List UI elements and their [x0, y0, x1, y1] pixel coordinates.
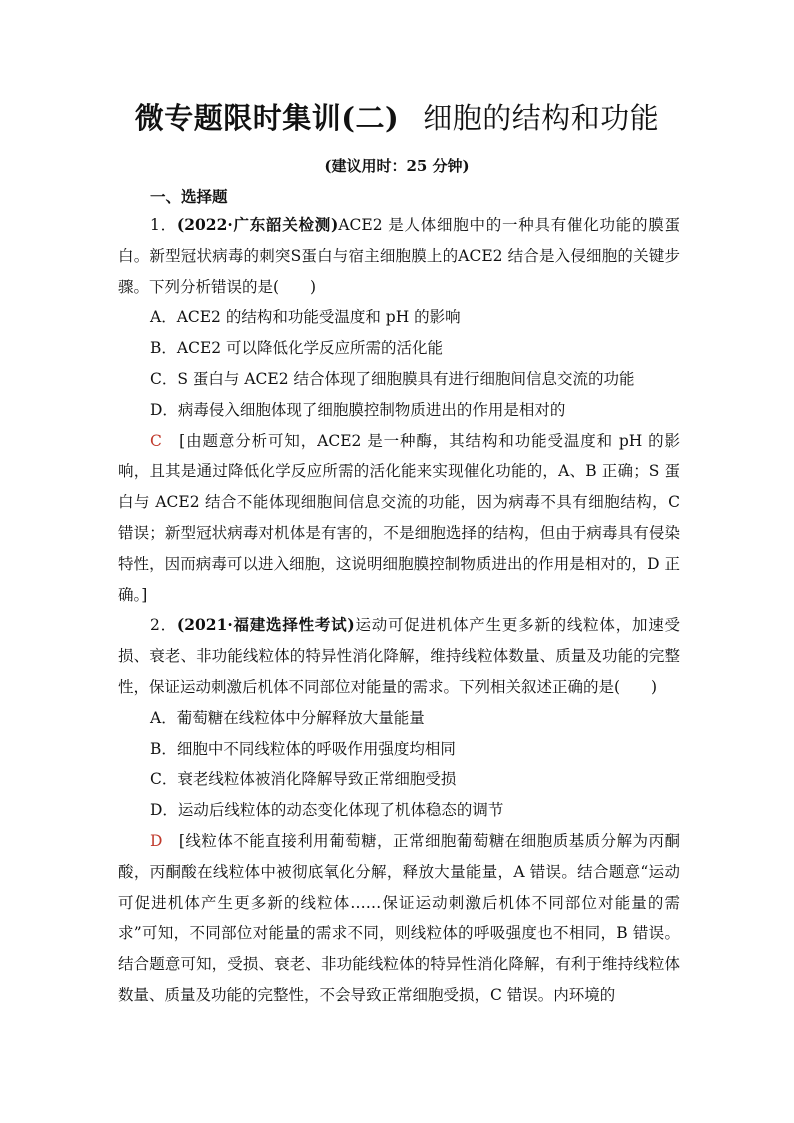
question-1 [118, 210, 680, 610]
question-list [118, 210, 680, 1011]
explanation-text: [由题意分析可知，ACE2 是一种酶，其结构和功能受温度和 pH 的影响，且其是通过降低化学反应所需的活化能来实现催化功能的，A、B 正确；S 蛋白与 ACE2 结合不能体现细胞间信息交流的功能，因为病毒不具有细胞结构，C 错误；新型冠状病毒对机体是有害的，不是细胞选择的结构，但由于病毒具有侵染特性，因而病毒可以进入细胞，这说明细胞膜控制物质进出的作用是相对的，D 正确。] [118, 431, 680, 604]
section-heading: 一、选择题 [150, 187, 228, 206]
question-2 [118, 610, 680, 1010]
option-b: B．ACE2 可以降低化学反应所需的活化能 [150, 339, 444, 358]
question-number: 1． [150, 216, 177, 234]
option-c: C．S 蛋白与 ACE2 结合体现了细胞膜具有进行细胞间信息交流的功能 [150, 369, 635, 388]
answer-letter: C [150, 431, 162, 450]
title-main: 微专题限时集训(二) [134, 101, 400, 135]
option-c: C．衰老线粒体被消化降解导致正常细胞受损 [150, 770, 457, 789]
answer-letter: D [150, 831, 163, 850]
question-text: ACE2 是人体细胞中的一种具有催化功能的膜蛋白。新型冠状病毒的刺突S蛋白与宿主细胞膜上的ACE2 结合是入侵细胞的关键步骤。下列分析错误的是( ) [118, 216, 680, 296]
page-title [0, 96, 794, 137]
explanation-text: [线粒体不能直接利用葡萄糖，正常细胞葡萄糖在细胞质基质分解为丙酮酸，丙酮酸在线粒体中被彻底氧化分解，释放大量能量，A 错误。结合题意“运动可促进机体产生更多新的线粒体……保证运动刺激后机体不同部位对能量的需求”可知，不同部位对能量的需求不同，则线粒体的呼吸强度也不相同，B 错误。结合题意可知，受损、衰老、非功能线粒体的特异性消化降解，有利于维持线粒体数量、质量及功能的完整性，不会导致正常细胞受损，C 错误。内环境的 [118, 831, 680, 1004]
answer-explanation [118, 826, 680, 1011]
option-a: A．ACE2 的结构和功能受温度和 pH 的影响 [150, 308, 461, 327]
option-b: B．细胞中不同线粒体的呼吸作用强度均相同 [150, 739, 456, 758]
answer-explanation [118, 426, 680, 611]
question-source: (2022·广东韶关检测) [176, 215, 339, 234]
option-a: A．葡萄糖在线粒体中分解释放大量能量 [150, 708, 425, 727]
option-d: D．病毒侵入细胞体现了细胞膜控制物质进出的作用是相对的 [150, 400, 566, 419]
question-stem [118, 210, 680, 302]
question-source: (2021·福建选择性考试) [176, 615, 355, 635]
question-number: 2． [150, 616, 177, 635]
time-hint: (建议用时：25 分钟) [324, 157, 470, 175]
title-sub: 细胞的结构和功能 [423, 101, 660, 135]
question-text: 运动可促进机体产生更多新的线粒体，加速受损、衰老、非功能线粒体的特异性消化降解，维持线粒体数量、质量及功能的完整性，保证运动刺激后机体不同部位对能量的需求。下列相关叙述正确的是( ) [118, 616, 680, 696]
option-d: D．运动后线粒体的动态变化体现了机体稳态的调节 [150, 801, 504, 820]
question-stem [118, 610, 680, 702]
